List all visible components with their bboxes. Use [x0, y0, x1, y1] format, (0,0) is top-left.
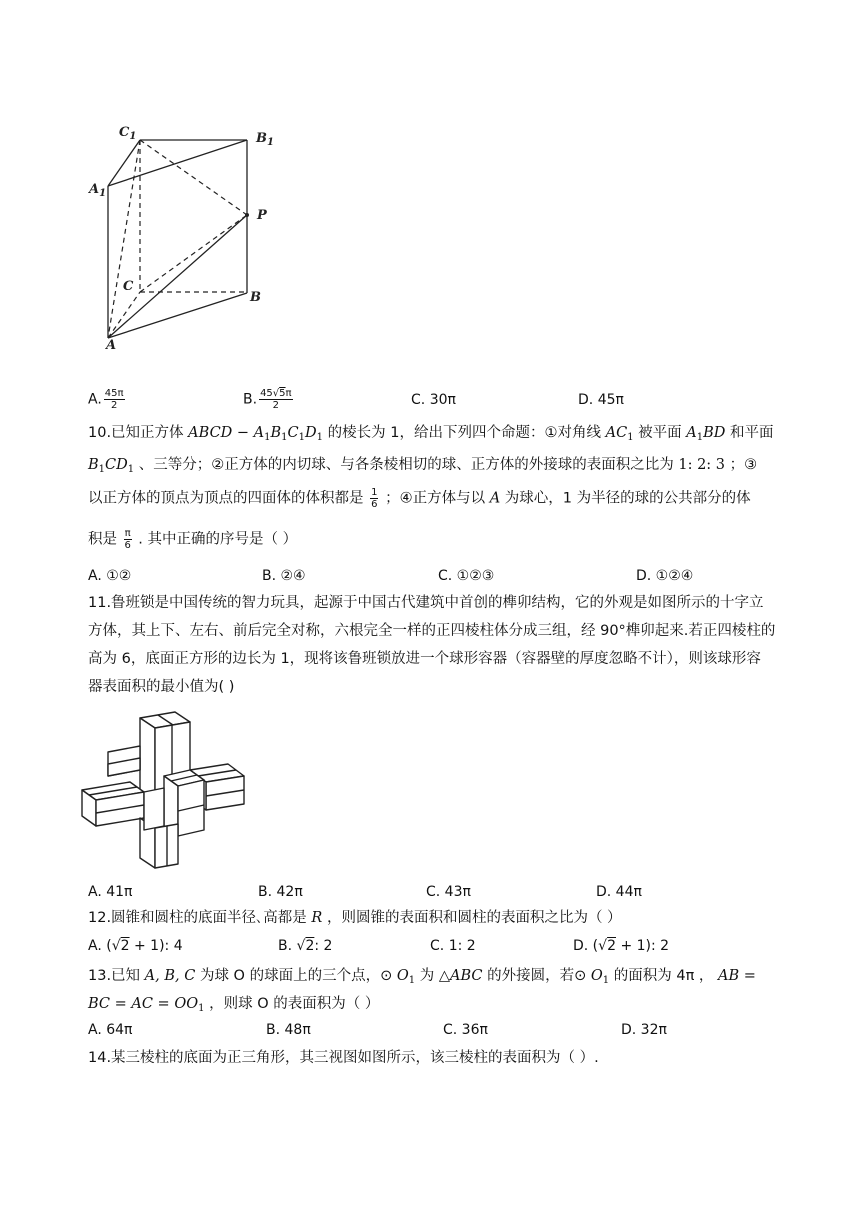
- label-b1: $B_1$: [256, 131, 274, 148]
- q13-option-c: C. 36π: [443, 1022, 488, 1038]
- luban-lock-figure: [78, 708, 253, 873]
- label-a: A: [106, 338, 117, 353]
- prism-figure: [80, 118, 290, 358]
- q13-option-a: A. 64π: [88, 1022, 133, 1038]
- q10-line-2: $B_1CD_1$ 、三等分；②正方体的内切球、与各条棱相切的球、正方体的外接球的表面积之比为 1: 2: 3 ；③: [88, 457, 758, 475]
- q10-option-a: A. ①②: [88, 568, 132, 584]
- label-a1: $A_1$: [89, 182, 107, 199]
- q11-line-2: 方体，其上下、左右、前后完全对称，六根完全一样的正四棱柱体分成三组，经 90°榫卯起来.若正四棱柱的: [88, 623, 776, 639]
- q11-option-c: C. 43π: [426, 884, 471, 900]
- q10-line-1: 10.已知正方体 ABCD − $A_1B_1C_1D_1$ 的棱长为 1，给出下列四个命题：①对角线 $AC_1$ 被平面 $A_1BD$ 和平面: [88, 425, 774, 443]
- q11-line-3: 高为 6，底面正方形的边长为 1，现将该鲁班锁放进一个球形容器（容器壁的厚度忽略不计），则该球形容: [88, 651, 761, 667]
- q12-option-a: A. (√2 + 1): 4: [88, 938, 183, 954]
- label-c1: $C_1$: [119, 125, 137, 142]
- q10-option-c: C. ①②③: [438, 568, 495, 584]
- q11-line-1: 11.鲁班锁是中国传统的智力玩具，起源于中国古代建筑中首创的榫卯结构，它的外观是如图所示的十字立: [88, 595, 764, 611]
- q12-option-b: B. √2: 2: [278, 938, 333, 954]
- q11-option-b: B. 42π: [258, 884, 303, 900]
- q11-line-4: 器表面积的最小值为( ): [88, 679, 235, 695]
- q10-line-3: 以正方体的顶点为顶点的四面体的体积都是 $\frac{1}{6}$ ；④正方体与以 A 为球心，1 为半径的球的公共部分的体: [88, 487, 751, 510]
- q11-option-d: D. 44π: [596, 884, 642, 900]
- q13-line-2: BC = AC = $OO_1$ ，则球 O 的表面积为（ ）: [88, 996, 380, 1014]
- q9-option-b: B. $\frac{45√5\pi}{2}$: [243, 388, 292, 411]
- q12-option-d: D. (√2 + 1): 2: [573, 938, 670, 954]
- q14-stem: 14.某三棱柱的底面为正三角形，其三视图如图所示，该三棱柱的表面积为（ ）.: [88, 1050, 599, 1066]
- q9-option-a: A. $\frac{45\pi}{2}$: [88, 388, 124, 411]
- q12-stem: 12.圆锥和圆柱的底面半径､高都是 R ，则圆锥的表面积和圆柱的表面积之比为（ ）: [88, 910, 622, 926]
- label-b: B: [250, 290, 261, 305]
- label-c: C: [123, 279, 134, 294]
- q11-option-a: A. 41π: [88, 884, 133, 900]
- q10-option-b: B. ②④: [262, 568, 306, 584]
- q10-option-d: D. ①②④: [636, 568, 694, 584]
- q9-option-d: D. 45π: [578, 392, 624, 408]
- q13-line-1: 13.已知 A, B, C 为球 O 的球面上的三个点，⊙ $O_1$ 为 △ABC 的外接圆，若⊙ $O_1$ 的面积为 4π ， AB =: [88, 968, 756, 986]
- label-p: P: [257, 208, 267, 223]
- q12-option-c: C. 1: 2: [430, 938, 476, 954]
- q13-option-b: B. 48π: [266, 1022, 311, 1038]
- q13-option-d: D. 32π: [621, 1022, 667, 1038]
- q9-option-c: C. 30π: [411, 392, 456, 408]
- q10-line-4: 积是 $\frac{\pi}{6}$ . 其中正确的序号是（ ）: [88, 528, 298, 551]
